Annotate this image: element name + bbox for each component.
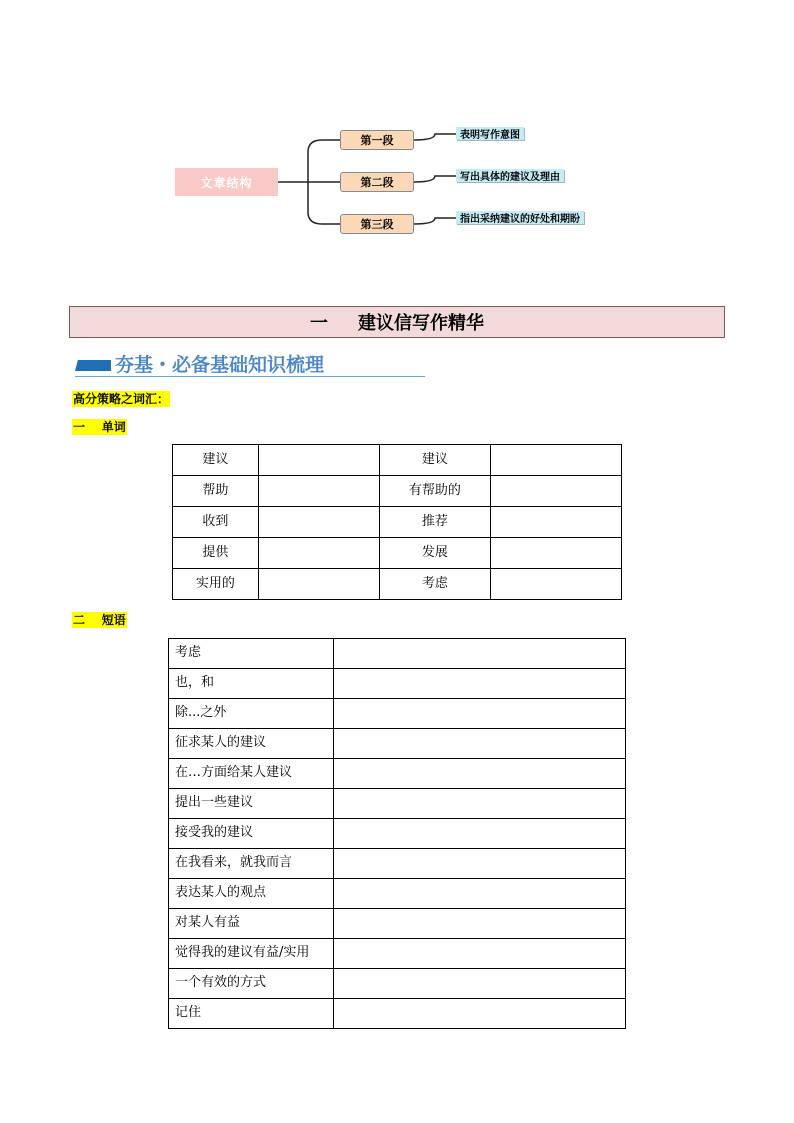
phrase-cell: 记住	[169, 999, 334, 1029]
word-cell: 建议	[173, 445, 259, 476]
table-row	[173, 569, 622, 600]
answer-cell[interactable]	[333, 639, 625, 669]
answer-cell[interactable]	[491, 476, 622, 507]
mindmap-node-3: 第三段	[340, 214, 414, 234]
table-row	[169, 759, 626, 789]
answer-cell[interactable]	[333, 669, 625, 699]
section-number: 一	[310, 313, 328, 334]
answer-cell[interactable]	[258, 569, 379, 600]
phrase-cell: 在…方面给某人建议	[169, 759, 334, 789]
phrase-cell: 提出一些建议	[169, 789, 334, 819]
answer-cell[interactable]	[258, 538, 379, 569]
answer-cell[interactable]	[333, 789, 625, 819]
phrases-heading: 二 短语	[73, 613, 126, 627]
answer-cell[interactable]	[258, 445, 379, 476]
answer-cell[interactable]	[333, 999, 625, 1029]
phrase-cell: 接受我的建议	[169, 819, 334, 849]
table-row	[169, 999, 626, 1029]
table-row	[169, 639, 626, 669]
answer-cell[interactable]	[333, 759, 625, 789]
table-row	[169, 879, 626, 909]
table-row	[169, 939, 626, 969]
table-row	[169, 819, 626, 849]
table-row	[169, 969, 626, 999]
word-cell: 收到	[173, 507, 259, 538]
table-row	[173, 445, 622, 476]
phrase-cell: 也，和	[169, 669, 334, 699]
table-row	[169, 909, 626, 939]
answer-cell[interactable]	[491, 538, 622, 569]
word-cell: 考虑	[379, 569, 491, 600]
table-row	[173, 538, 622, 569]
answer-cell[interactable]	[258, 507, 379, 538]
answer-cell[interactable]	[333, 849, 625, 879]
word-cell: 提供	[173, 538, 259, 569]
answer-cell[interactable]	[491, 507, 622, 538]
table-row	[169, 729, 626, 759]
word-cell: 帮助	[173, 476, 259, 507]
answer-cell[interactable]	[333, 879, 625, 909]
subtitle: 夯基・必备基础知识梳理	[115, 354, 325, 376]
word-cell: 有帮助的	[379, 476, 491, 507]
mindmap-detail-2: 写出具体的建议及理由	[456, 169, 564, 182]
vocab-heading: 高分策略之词汇：	[73, 392, 170, 406]
table-row	[173, 476, 622, 507]
answer-cell[interactable]	[258, 476, 379, 507]
answer-cell[interactable]	[333, 969, 625, 999]
phrase-cell: 对某人有益	[169, 909, 334, 939]
section-title: 建议信写作精华	[358, 313, 484, 334]
phrase-cell: 觉得我的建议有益/实用	[169, 939, 334, 969]
phrase-cell: 一个有效的方式	[169, 969, 334, 999]
answer-cell[interactable]	[491, 569, 622, 600]
word-cell: 发展	[379, 538, 491, 569]
subtitle-bar-decoration	[75, 360, 111, 371]
subtitle-block	[75, 350, 425, 378]
words-heading: 一 单词	[73, 420, 126, 434]
phrase-cell: 除...之外	[169, 699, 334, 729]
phrase-cell: 征求某人的建议	[169, 729, 334, 759]
mindmap-root: 文章结构	[175, 168, 278, 196]
answer-cell[interactable]	[491, 445, 622, 476]
answer-cell[interactable]	[333, 729, 625, 759]
answer-cell[interactable]	[333, 939, 625, 969]
table-row	[169, 669, 626, 699]
mindmap-detail-3: 指出采纳建议的好处和期盼	[456, 211, 584, 224]
answer-cell[interactable]	[333, 819, 625, 849]
subtitle-underline	[75, 376, 425, 377]
table-row	[169, 849, 626, 879]
phrase-cell: 在我看来，就我而言	[169, 849, 334, 879]
section-banner	[69, 306, 725, 338]
word-cell: 实用的	[173, 569, 259, 600]
mindmap-node-2: 第二段	[340, 172, 414, 192]
phrase-cell: 考虑	[169, 639, 334, 669]
answer-cell[interactable]	[333, 699, 625, 729]
word-cell: 建议	[379, 445, 491, 476]
table-row	[169, 789, 626, 819]
phrase-cell: 表达某人的观点	[169, 879, 334, 909]
word-cell: 推荐	[379, 507, 491, 538]
answer-cell[interactable]	[333, 909, 625, 939]
table-row	[169, 699, 626, 729]
mindmap-detail-1: 表明写作意图	[456, 127, 524, 140]
mindmap-node-1: 第一段	[340, 130, 414, 150]
table-row	[173, 507, 622, 538]
phrases-table	[168, 638, 626, 1029]
words-table	[172, 444, 622, 600]
